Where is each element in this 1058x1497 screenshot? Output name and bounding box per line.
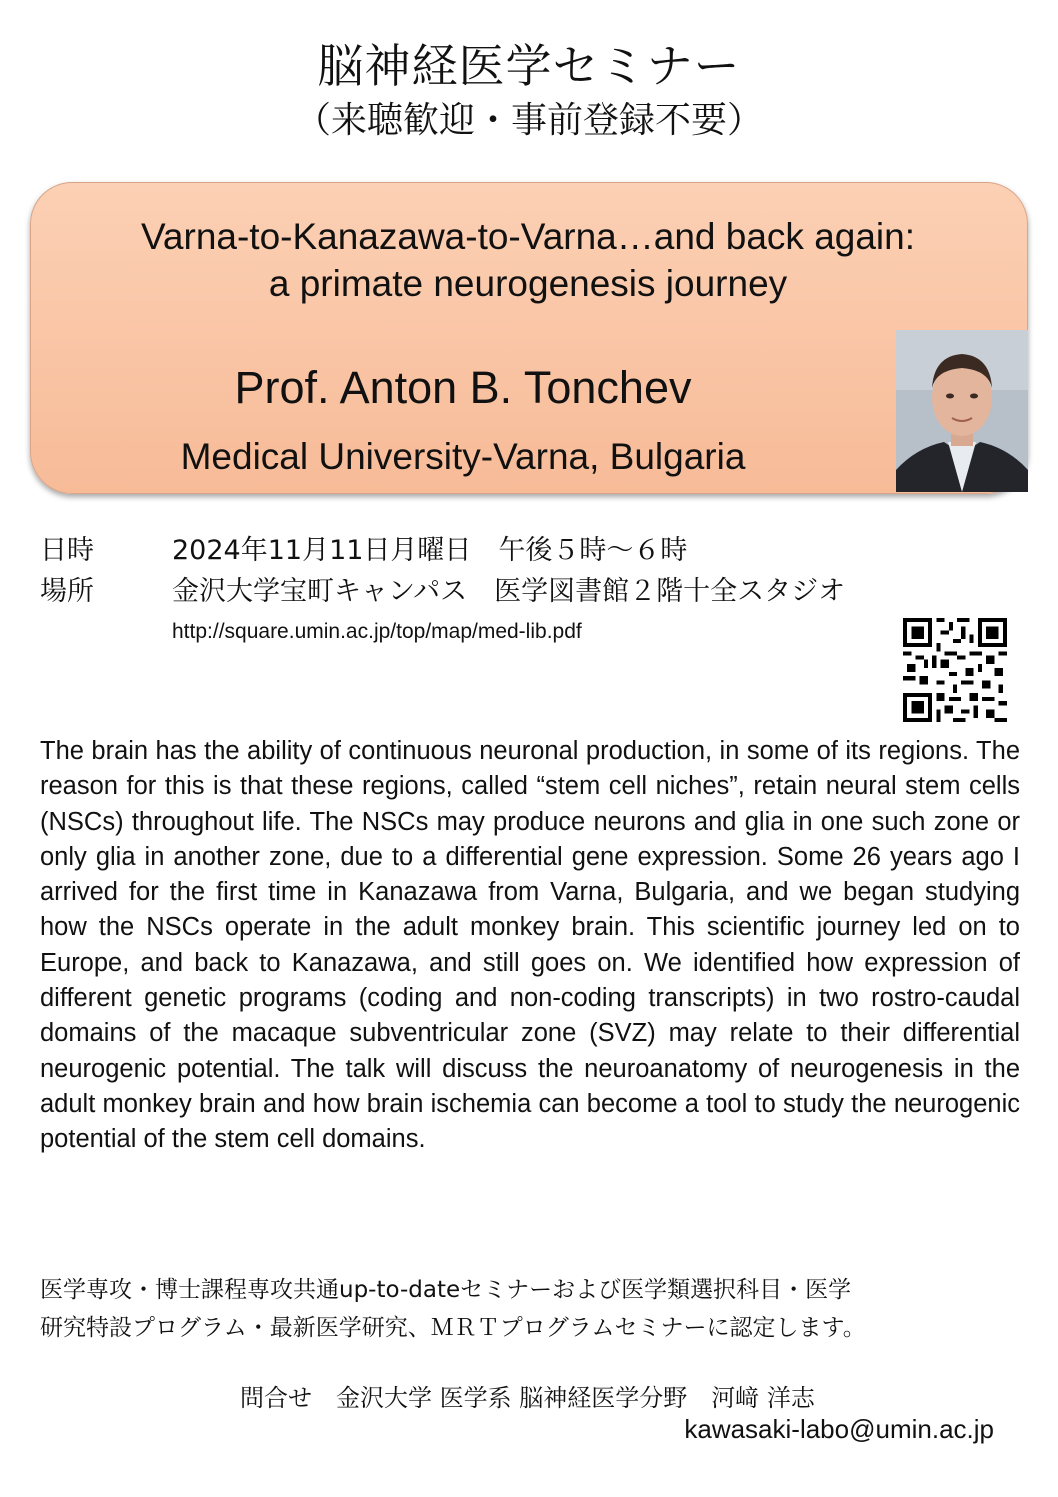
- qr-code[interactable]: [903, 618, 1007, 722]
- contact-email-link[interactable]: kawasaki-labo@umin.ac.jp: [684, 1414, 994, 1444]
- seminar-title: 脳神経医学セミナー: [317, 39, 741, 93]
- credit-note-line2: 研究特設プログラム・最新医学研究、ＭＲＴプログラムセミナーに認定します。: [40, 1315, 866, 1341]
- talk-title: [30, 213, 1026, 307]
- map-url-link[interactable]: http://square.umin.ac.jp/top/map/med-lib.pdf: [172, 620, 582, 643]
- place-value: 金沢大学宝町キャンパス 医学図書館２階十全スタジオ: [172, 576, 846, 607]
- talk-title-line1: Varna-to-Kanazawa-to-Varna…and back again:: [140, 216, 916, 257]
- date-row: [40, 528, 687, 567]
- credit-note-line1: 医学専攻・博士課程専攻共通up-to-dateセミナーおよび医学類選択科目・医学: [40, 1277, 852, 1303]
- speaker-portrait-image: [896, 330, 1028, 492]
- seminar-subtitle: （来聴歓迎・事前登録不要）: [294, 100, 763, 141]
- date-label: 日時: [40, 535, 94, 566]
- speaker-photo: [896, 330, 1028, 492]
- contact-info: 問合せ 金沢大学 医学系 脳神経医学分野 河﨑 洋志: [240, 1384, 815, 1412]
- credit-note: [40, 1271, 1030, 1347]
- place-label: 場所: [40, 576, 94, 607]
- date-value: 2024年11月11日月曜日 午後５時〜６時: [172, 535, 688, 566]
- abstract-text: The brain has the ability of continuous neuronal production, in some of its regions. The reason for this is that these regions, called “stem cell niches”, retain neural stem cells (NSCs) throughout life. The NSCs may produce neurons and glia in one such zone or only glia in another zone, due to a differential gene expression. Some 26 years ago I arrived for the first time in Kanazawa from Varna, Bulgaria, and we began studying how the NSCs operate in the adult monkey brain. This scientific journey led on to Europe, and back to Kanazawa, and still goes on. We identified how expression of different genetic programs (coding and non-coding transcripts) in two rostro-caudal domains of the macaque subventricular zone (SVZ) may relate to their differential neurogenic potential. The talk will discuss the neuroanatomy of neurogenesis in the adult monkey brain and how brain ischemia can become a tool to study the neurogenic potential of the stem cell domains.: [40, 737, 1020, 1154]
- place-row: [40, 569, 845, 608]
- speaker-name: Prof. Anton B. Tonchev: [234, 362, 692, 413]
- talk-title-line2: a primate neurogenesis journey: [268, 263, 788, 304]
- speaker-affiliation: Medical University-Varna, Bulgaria: [180, 436, 746, 477]
